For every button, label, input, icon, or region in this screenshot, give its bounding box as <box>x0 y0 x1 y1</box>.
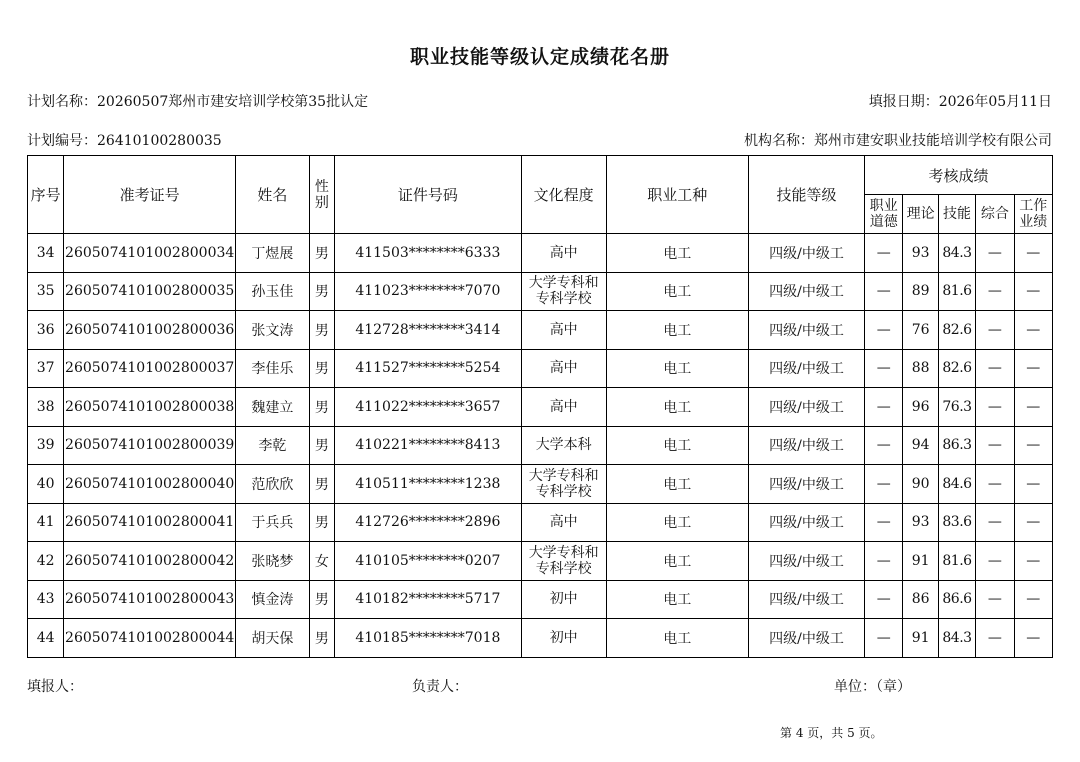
cell-theory: 94 <box>903 426 938 465</box>
cell-education <box>521 542 606 581</box>
cell-overall: — <box>976 349 1014 388</box>
cell-level: 四级/中级工 <box>748 503 864 542</box>
cell-level: 四级/中级工 <box>748 349 864 388</box>
cell-overall: — <box>976 272 1014 311</box>
score-table-body <box>28 234 1053 658</box>
cell-work: — <box>1014 426 1052 465</box>
plan-name: 计划名称：20260507郑州市建安培训学校第35批认定 <box>27 94 369 110</box>
cell-ticket: 2605074101002800040 <box>64 465 236 504</box>
cell-education <box>521 272 606 311</box>
cell-id: 410511********1238 <box>334 465 521 504</box>
cell-gender: 男 <box>309 619 334 658</box>
cell-id: 411503********6333 <box>334 234 521 273</box>
education-text: 大学专科和专科学校 <box>528 544 599 577</box>
score-table <box>27 155 1053 658</box>
cell-level: 四级/中级工 <box>748 388 864 427</box>
cell-id: 411023********7070 <box>334 272 521 311</box>
header-overall: 综合 <box>976 195 1014 234</box>
cell-work: — <box>1014 311 1052 350</box>
cell-level: 四级/中级工 <box>748 311 864 350</box>
cell-name: 张晓梦 <box>236 542 310 581</box>
cell-id: 410105********0207 <box>334 542 521 581</box>
header-gender-label: 性别 <box>314 178 329 211</box>
cell-id: 410185********7018 <box>334 619 521 658</box>
cell-ethics: — <box>865 503 903 542</box>
table-row <box>28 349 1053 388</box>
cell-education <box>521 619 606 658</box>
table-row <box>28 311 1053 350</box>
cell-skill: 76.3 <box>938 388 975 427</box>
table-row <box>28 426 1053 465</box>
cell-theory: 89 <box>903 272 938 311</box>
education-text: 高中 <box>549 360 578 377</box>
cell-job: 电工 <box>606 503 748 542</box>
header-seq: 序号 <box>28 156 64 234</box>
page-number: 第 4 页，共 5 页。 <box>780 726 883 740</box>
education-text: 大学专科和专科学校 <box>528 275 599 308</box>
cell-ethics: — <box>865 234 903 273</box>
cell-seq: 38 <box>28 388 64 427</box>
cell-education <box>521 311 606 350</box>
cell-gender: 男 <box>309 503 334 542</box>
cell-theory: 93 <box>903 503 938 542</box>
cell-work: — <box>1014 234 1052 273</box>
document-title: 职业技能等级认定成绩花名册 <box>409 46 670 68</box>
cell-skill: 84.6 <box>938 465 975 504</box>
header-gender <box>309 156 334 234</box>
cell-ticket: 2605074101002800037 <box>64 349 236 388</box>
cell-ethics: — <box>865 311 903 350</box>
cell-ticket: 2605074101002800035 <box>64 272 236 311</box>
cell-name: 张文涛 <box>236 311 310 350</box>
cell-education <box>521 234 606 273</box>
cell-name: 李佳乐 <box>236 349 310 388</box>
responsible-label: 负责人： <box>412 679 468 695</box>
cell-level: 四级/中级工 <box>748 234 864 273</box>
cell-skill: 86.3 <box>938 426 975 465</box>
cell-seq: 44 <box>28 619 64 658</box>
cell-job: 电工 <box>606 542 748 581</box>
cell-job: 电工 <box>606 619 748 658</box>
table-row <box>28 465 1053 504</box>
cell-job: 电工 <box>606 388 748 427</box>
table-row <box>28 542 1053 581</box>
organization-name: 机构名称：郑州市建安职业技能培训学校有限公司 <box>744 133 1052 149</box>
header-work <box>1014 195 1052 234</box>
cell-name: 于兵兵 <box>236 503 310 542</box>
cell-gender: 男 <box>309 349 334 388</box>
cell-overall: — <box>976 580 1014 619</box>
header-ethics <box>865 195 903 234</box>
cell-seq: 40 <box>28 465 64 504</box>
education-text: 高中 <box>549 321 578 338</box>
cell-ticket: 2605074101002800038 <box>64 388 236 427</box>
cell-job: 电工 <box>606 349 748 388</box>
table-row <box>28 388 1053 427</box>
cell-theory: 93 <box>903 234 938 273</box>
cell-skill: 82.6 <box>938 311 975 350</box>
header-ticket: 准考证号 <box>64 156 236 234</box>
cell-overall: — <box>976 388 1014 427</box>
cell-ethics: — <box>865 349 903 388</box>
header-level: 技能等级 <box>748 156 864 234</box>
cell-job: 电工 <box>606 234 748 273</box>
cell-id: 411022********3657 <box>334 388 521 427</box>
cell-ticket: 2605074101002800042 <box>64 542 236 581</box>
header-ethics-label: 职业道德 <box>869 198 898 230</box>
cell-ethics: — <box>865 542 903 581</box>
cell-level: 四级/中级工 <box>748 272 864 311</box>
cell-name: 范欣欣 <box>236 465 310 504</box>
cell-ethics: — <box>865 580 903 619</box>
cell-seq: 41 <box>28 503 64 542</box>
cell-work: — <box>1014 580 1052 619</box>
education-text: 大学专科和专科学校 <box>528 467 599 500</box>
header-job: 职业工种 <box>606 156 748 234</box>
cell-ticket: 2605074101002800041 <box>64 503 236 542</box>
cell-id: 412728********3414 <box>334 311 521 350</box>
header-skill: 技能 <box>938 195 975 234</box>
cell-gender: 男 <box>309 426 334 465</box>
cell-skill: 82.6 <box>938 349 975 388</box>
cell-level: 四级/中级工 <box>748 580 864 619</box>
cell-overall: — <box>976 619 1014 658</box>
cell-overall: — <box>976 234 1014 273</box>
cell-theory: 86 <box>903 580 938 619</box>
cell-level: 四级/中级工 <box>748 426 864 465</box>
header-name: 姓名 <box>236 156 310 234</box>
cell-work: — <box>1014 388 1052 427</box>
cell-job: 电工 <box>606 272 748 311</box>
table-row <box>28 580 1053 619</box>
cell-level: 四级/中级工 <box>748 619 864 658</box>
header-scores: 考核成绩 <box>865 156 1053 195</box>
table-row <box>28 234 1053 273</box>
cell-skill: 84.3 <box>938 234 975 273</box>
education-text: 高中 <box>549 398 578 415</box>
unit-seal-label: 单位：（章） <box>834 679 911 695</box>
cell-skill: 81.6 <box>938 272 975 311</box>
cell-seq: 39 <box>28 426 64 465</box>
cell-skill: 84.3 <box>938 619 975 658</box>
cell-work: — <box>1014 542 1052 581</box>
cell-education <box>521 388 606 427</box>
cell-work: — <box>1014 272 1052 311</box>
education-text: 高中 <box>549 244 578 261</box>
plan-number: 计划编号：26410100280035 <box>27 133 222 149</box>
cell-ticket: 2605074101002800039 <box>64 426 236 465</box>
cell-theory: 96 <box>903 388 938 427</box>
cell-seq: 42 <box>28 542 64 581</box>
cell-theory: 76 <box>903 311 938 350</box>
cell-name: 丁煜展 <box>236 234 310 273</box>
cell-gender: 男 <box>309 465 334 504</box>
education-text: 初中 <box>549 591 578 608</box>
header-theory: 理论 <box>903 195 938 234</box>
cell-level: 四级/中级工 <box>748 465 864 504</box>
cell-seq: 43 <box>28 580 64 619</box>
header-work-label: 工作业绩 <box>1019 198 1048 230</box>
cell-work: — <box>1014 503 1052 542</box>
cell-education <box>521 580 606 619</box>
cell-skill: 81.6 <box>938 542 975 581</box>
cell-education <box>521 349 606 388</box>
cell-education <box>521 426 606 465</box>
cell-overall: — <box>976 311 1014 350</box>
cell-gender: 男 <box>309 311 334 350</box>
cell-level: 四级/中级工 <box>748 542 864 581</box>
cell-seq: 37 <box>28 349 64 388</box>
cell-overall: — <box>976 503 1014 542</box>
cell-education <box>521 503 606 542</box>
education-text: 高中 <box>549 514 578 531</box>
cell-name: 慎金涛 <box>236 580 310 619</box>
cell-job: 电工 <box>606 311 748 350</box>
cell-ethics: — <box>865 426 903 465</box>
reporter-label: 填报人： <box>27 679 83 695</box>
cell-ticket: 2605074101002800034 <box>64 234 236 273</box>
cell-id: 411527********5254 <box>334 349 521 388</box>
cell-seq: 34 <box>28 234 64 273</box>
header-id: 证件号码 <box>334 156 521 234</box>
cell-gender: 男 <box>309 580 334 619</box>
cell-theory: 88 <box>903 349 938 388</box>
cell-name: 孙玉佳 <box>236 272 310 311</box>
cell-seq: 35 <box>28 272 64 311</box>
cell-id: 412726********2896 <box>334 503 521 542</box>
cell-theory: 91 <box>903 542 938 581</box>
cell-gender: 男 <box>309 272 334 311</box>
cell-id: 410221********8413 <box>334 426 521 465</box>
cell-seq: 36 <box>28 311 64 350</box>
cell-gender: 男 <box>309 388 334 427</box>
cell-overall: — <box>976 465 1014 504</box>
cell-job: 电工 <box>606 465 748 504</box>
cell-ethics: — <box>865 465 903 504</box>
cell-skill: 86.6 <box>938 580 975 619</box>
cell-overall: — <box>976 426 1014 465</box>
cell-ethics: — <box>865 619 903 658</box>
cell-work: — <box>1014 619 1052 658</box>
cell-education <box>521 465 606 504</box>
table-row <box>28 619 1053 658</box>
cell-theory: 90 <box>903 465 938 504</box>
fill-date: 填报日期：2026年05月11日 <box>868 94 1052 110</box>
cell-overall: — <box>976 542 1014 581</box>
cell-ethics: — <box>865 272 903 311</box>
cell-theory: 91 <box>903 619 938 658</box>
cell-skill: 83.6 <box>938 503 975 542</box>
cell-id: 410182********5717 <box>334 580 521 619</box>
header-education: 文化程度 <box>521 156 606 234</box>
cell-work: — <box>1014 349 1052 388</box>
cell-ticket: 2605074101002800044 <box>64 619 236 658</box>
education-text: 初中 <box>549 629 578 646</box>
cell-job: 电工 <box>606 580 748 619</box>
table-row <box>28 272 1053 311</box>
cell-gender: 女 <box>309 542 334 581</box>
cell-name: 胡天保 <box>236 619 310 658</box>
cell-job: 电工 <box>606 426 748 465</box>
cell-gender: 男 <box>309 234 334 273</box>
table-row <box>28 503 1053 542</box>
cell-ticket: 2605074101002800043 <box>64 580 236 619</box>
cell-work: — <box>1014 465 1052 504</box>
cell-ticket: 2605074101002800036 <box>64 311 236 350</box>
cell-name: 魏建立 <box>236 388 310 427</box>
cell-ethics: — <box>865 388 903 427</box>
education-text: 大学本科 <box>535 437 592 454</box>
cell-name: 李乾 <box>236 426 310 465</box>
